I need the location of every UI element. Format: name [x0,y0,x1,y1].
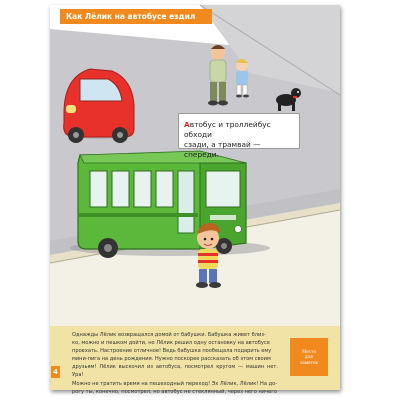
book-page [50,5,340,395]
safety-tip-box [178,113,300,159]
page-number: 4 [51,366,60,378]
page-title: Как Лёлик на автобусе ездил [66,12,196,21]
notes-box [290,338,328,376]
red-car [64,69,134,143]
story-line: ко, можно и пешком дойти, но Лёлик решил одну остановку на автобусе [72,340,270,347]
tip-line-1-text: втобус и троллейбус обходи [184,120,271,139]
story-line: друзьям! Лёлик выскочил из автобуса, посмотрел кругом — машин нет. Ура! [72,364,278,379]
notes-label-2: для [305,354,313,360]
story-line: Однажды Лёлик возвращался домой от бабушки. Бабушка живет близ- [72,332,266,338]
story-text [72,331,278,396]
notes-label-3: заметок [300,359,318,365]
green-bus [70,151,270,258]
story-line: проехать. Настроение отличное! Ведь бабушка пообещала подарить ему [72,348,272,355]
story-line: мини-пига на день рождения. Нужно поскорее рассказать об этом своим [72,356,271,363]
story-line: Можно не тратить время на пешеходный переход! Эх Лёлик, Лёлик! На до- [72,380,278,387]
page-title-banner [60,9,212,24]
tip-line-1 [184,120,294,140]
tip-line-2: сзади, а трамвай — спереди. [184,140,261,159]
story-line: рогу ты, конечно, посмотрел, но автобус не стеклянный, через него ничего [72,388,278,395]
tip-first-letter: А [184,120,190,129]
bus-street-illustration [50,5,340,326]
notes-label-1: Место [302,348,316,354]
